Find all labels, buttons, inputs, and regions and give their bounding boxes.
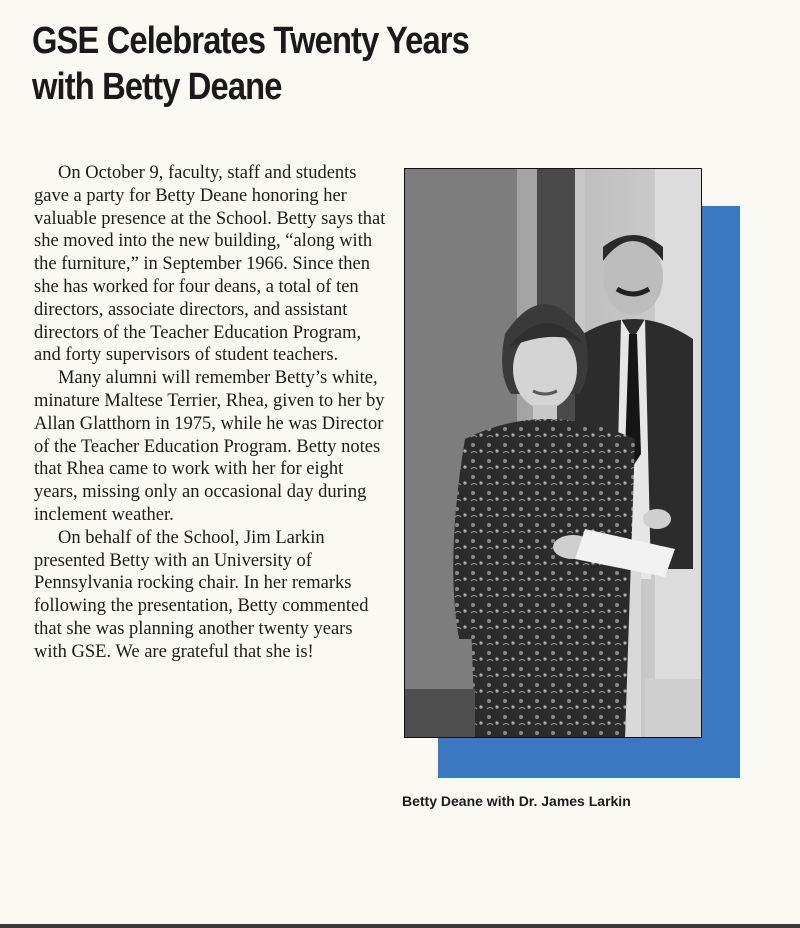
article-paragraph-2: Many alumni will remember Betty’s white, minature Maltese Terrier, Rhea, given to her by Allan Glatthorn in 1975, while he was Director of the Teacher Education Program. Betty notes that Rhea came to work with her for eight years, missing only an occasional day during inclement weather. (34, 368, 385, 525)
article-body (34, 162, 386, 664)
article-paragraph-1: On October 9, faculty, staff and students gave a party for Betty Deane honoring her valuable presence at the School. Betty says that she moved into the new building, “along with the furniture,” in September 1966. Since then she has worked for four deans, a total of ten directors, associate directors, and assistant directors of the Teacher Education Program, and forty supervisors of student teachers. (34, 163, 386, 366)
headline (32, 18, 565, 110)
photo-illustration (405, 169, 702, 738)
bottom-rule (0, 924, 800, 928)
headline-line-2: with Betty Deane (32, 66, 282, 108)
photo-caption: Betty Deane with Dr. James Larkin (402, 793, 631, 809)
headline-line-1: GSE Celebrates Twenty Years (32, 20, 469, 62)
photo-betty-deane-and-james-larkin (404, 168, 702, 738)
article-paragraph-3: On behalf of the School, Jim Larkin presented Betty with an University of Pennsylvania rocking chair. In her remarks following the presentation, Betty commented that she was planning another twenty years with GSE. We are grateful that she is! (34, 527, 369, 662)
